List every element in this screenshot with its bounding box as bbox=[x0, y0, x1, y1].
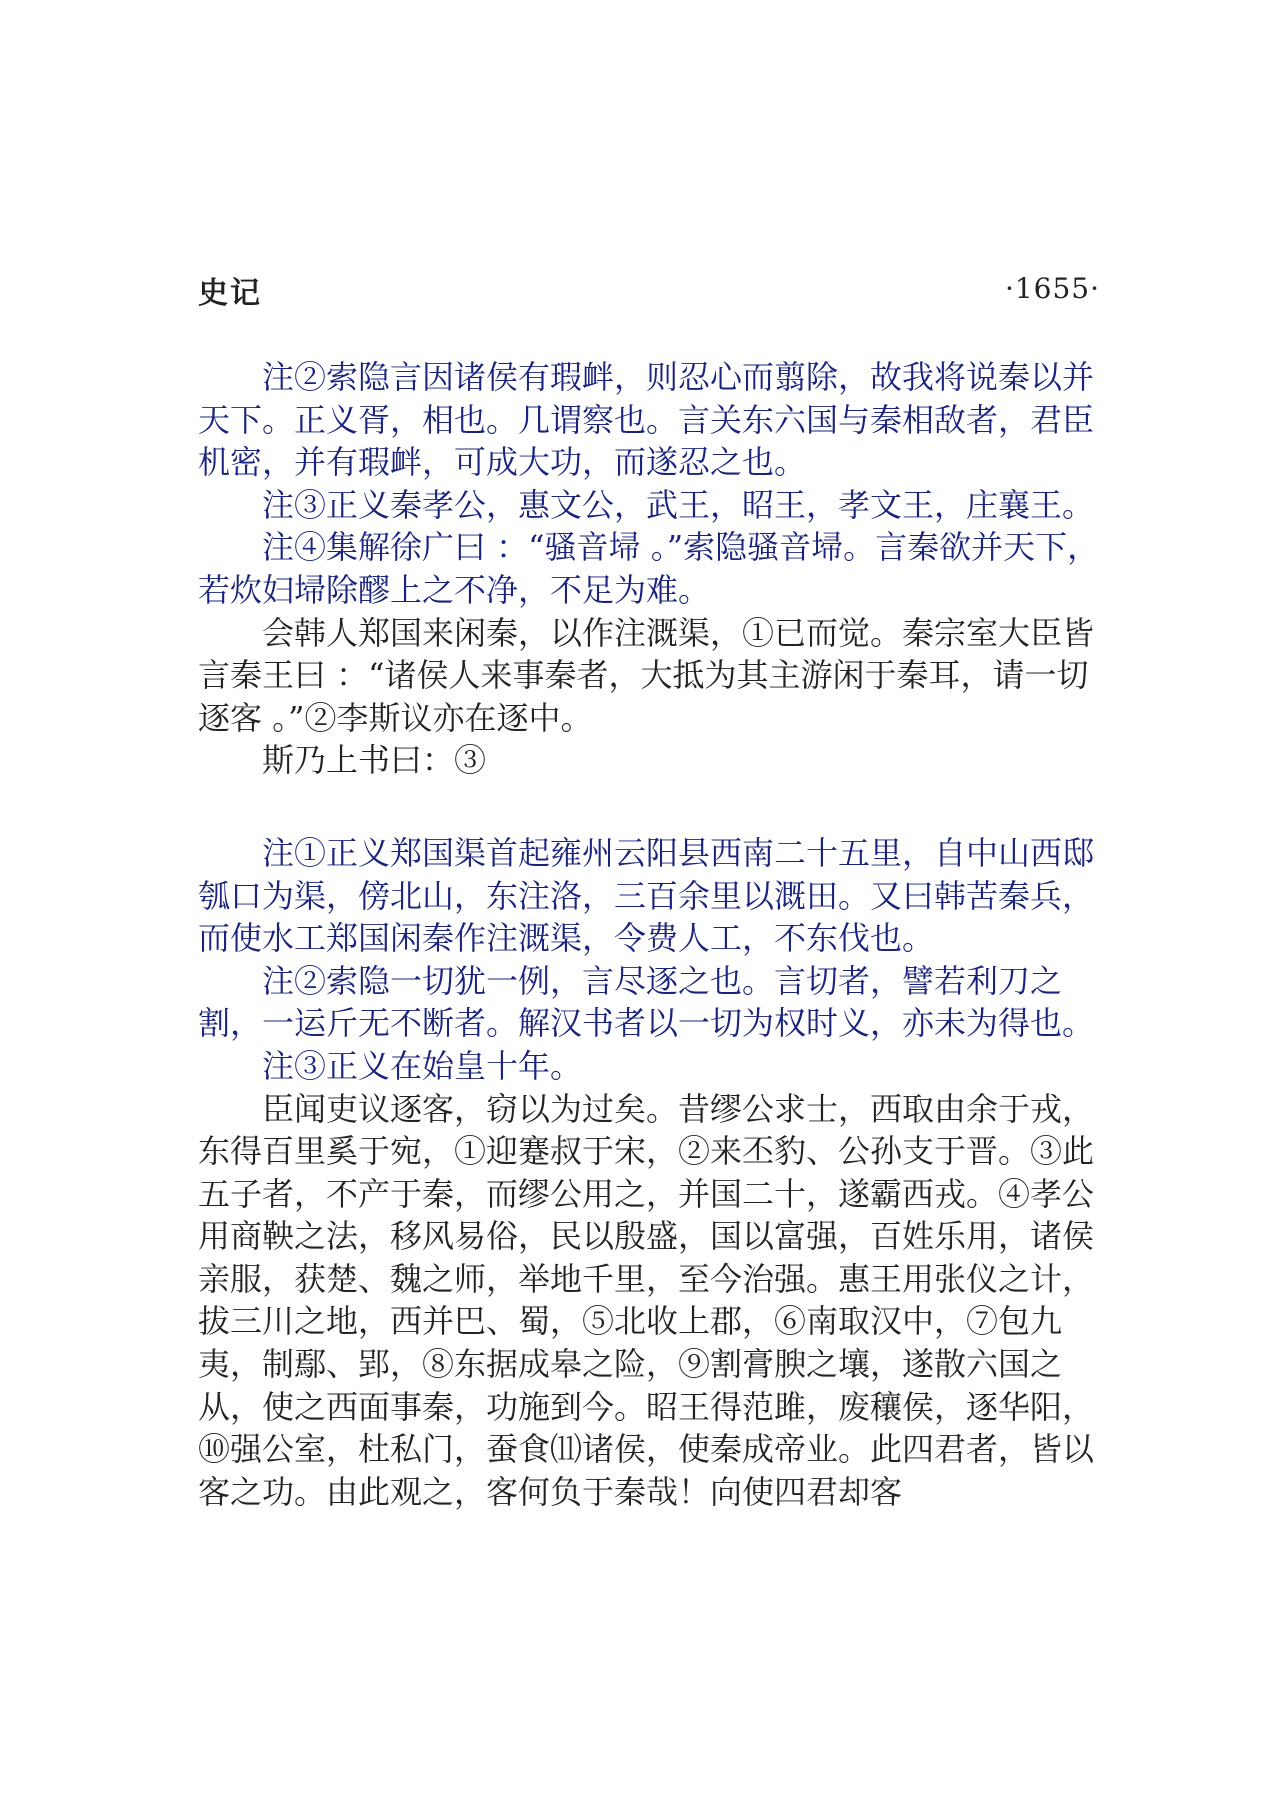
annotation-paragraph: 注②索隐一切犹一例，言尽逐之也。言切者，譬若利刀之割，一运斤无不断者。解汉书者以一切为权时义，亦未为得也。 bbox=[198, 961, 1095, 1043]
main-text-paragraph: 斯乃上书曰：③ bbox=[262, 741, 487, 780]
annotation-paragraph: 注①正义郑国渠首起雍州云阳县西南二十五里，自中山西邸瓠口为渠，傍北山，东注洛，三百余里以溉田。又曰韩苦秦兵，而使水工郑国闲秦作注溉渠，令费人工，不东伐也。 bbox=[198, 833, 1095, 958]
running-title: 史记 bbox=[198, 276, 262, 311]
body-text bbox=[198, 356, 1100, 1513]
annotation-paragraph: 注④集解徐广曰 ：“骚音埽 。”索隐骚音埽。言秦欲并天下，若炊妇埽除醪上之不净，不足为难。 bbox=[198, 528, 1100, 609]
main-text-paragraph: 臣闻吏议逐客，窃以为过矣。昔缪公求士，西取由余于戎，东得百里奚于宛，①迎蹇叔于宋，②来丕豹、公孙支于晋。③此五子者，不产于秦，而缪公用之，并国二十，遂霸西戎。④孝公用商鞅之法，移风易俗，民以殷盛，国以富强，百姓乐用，诸侯亲服，获楚、魏之师，举地千里，至今治强。惠王用张仪之计，拔三川之地，西并巴、蜀，⑤北收上郡，⑥南取汉中，⑦包九夷，制鄢、郢，⑧东据成皋之险，⑨割膏腴之壤，遂散六国之从，使之西面事秦，功施到今。昭王得范雎，废穰侯，逐华阳，⑩强公室，杜私门，蚕食⑾诸侯，使秦成帝业。此四君者，皆以客之功。由此观之，客何负于秦哉！向使四君却客 bbox=[198, 1089, 1095, 1511]
annotation-paragraph: 注②索隐言因诸侯有瑕衅，则忍心而翦除，故我将说秦以并天下。正义胥，相也。几谓察也。言关东六国与秦相敌者，君臣机密，并有瑕衅，可成大功，而遂忍之也。 bbox=[198, 358, 1095, 482]
main-text-paragraph: 会韩人郑国来闲秦，以作注溉渠，①已而觉。秦宗室大臣皆言秦王曰 ：“诸侯人来事秦者，大抵为其主游闲于秦耳，请一切逐客 。”②李斯议亦在逐中。 bbox=[198, 613, 1095, 737]
annotation-paragraph: 注③正义在始皇十年。 bbox=[262, 1046, 583, 1085]
section-gap bbox=[198, 782, 1100, 832]
annotation-paragraph: 注③正义秦孝公，惠文公，武王，昭王，孝文王，庄襄王。 bbox=[262, 485, 1095, 524]
page-number: ·1655· bbox=[1004, 272, 1100, 305]
